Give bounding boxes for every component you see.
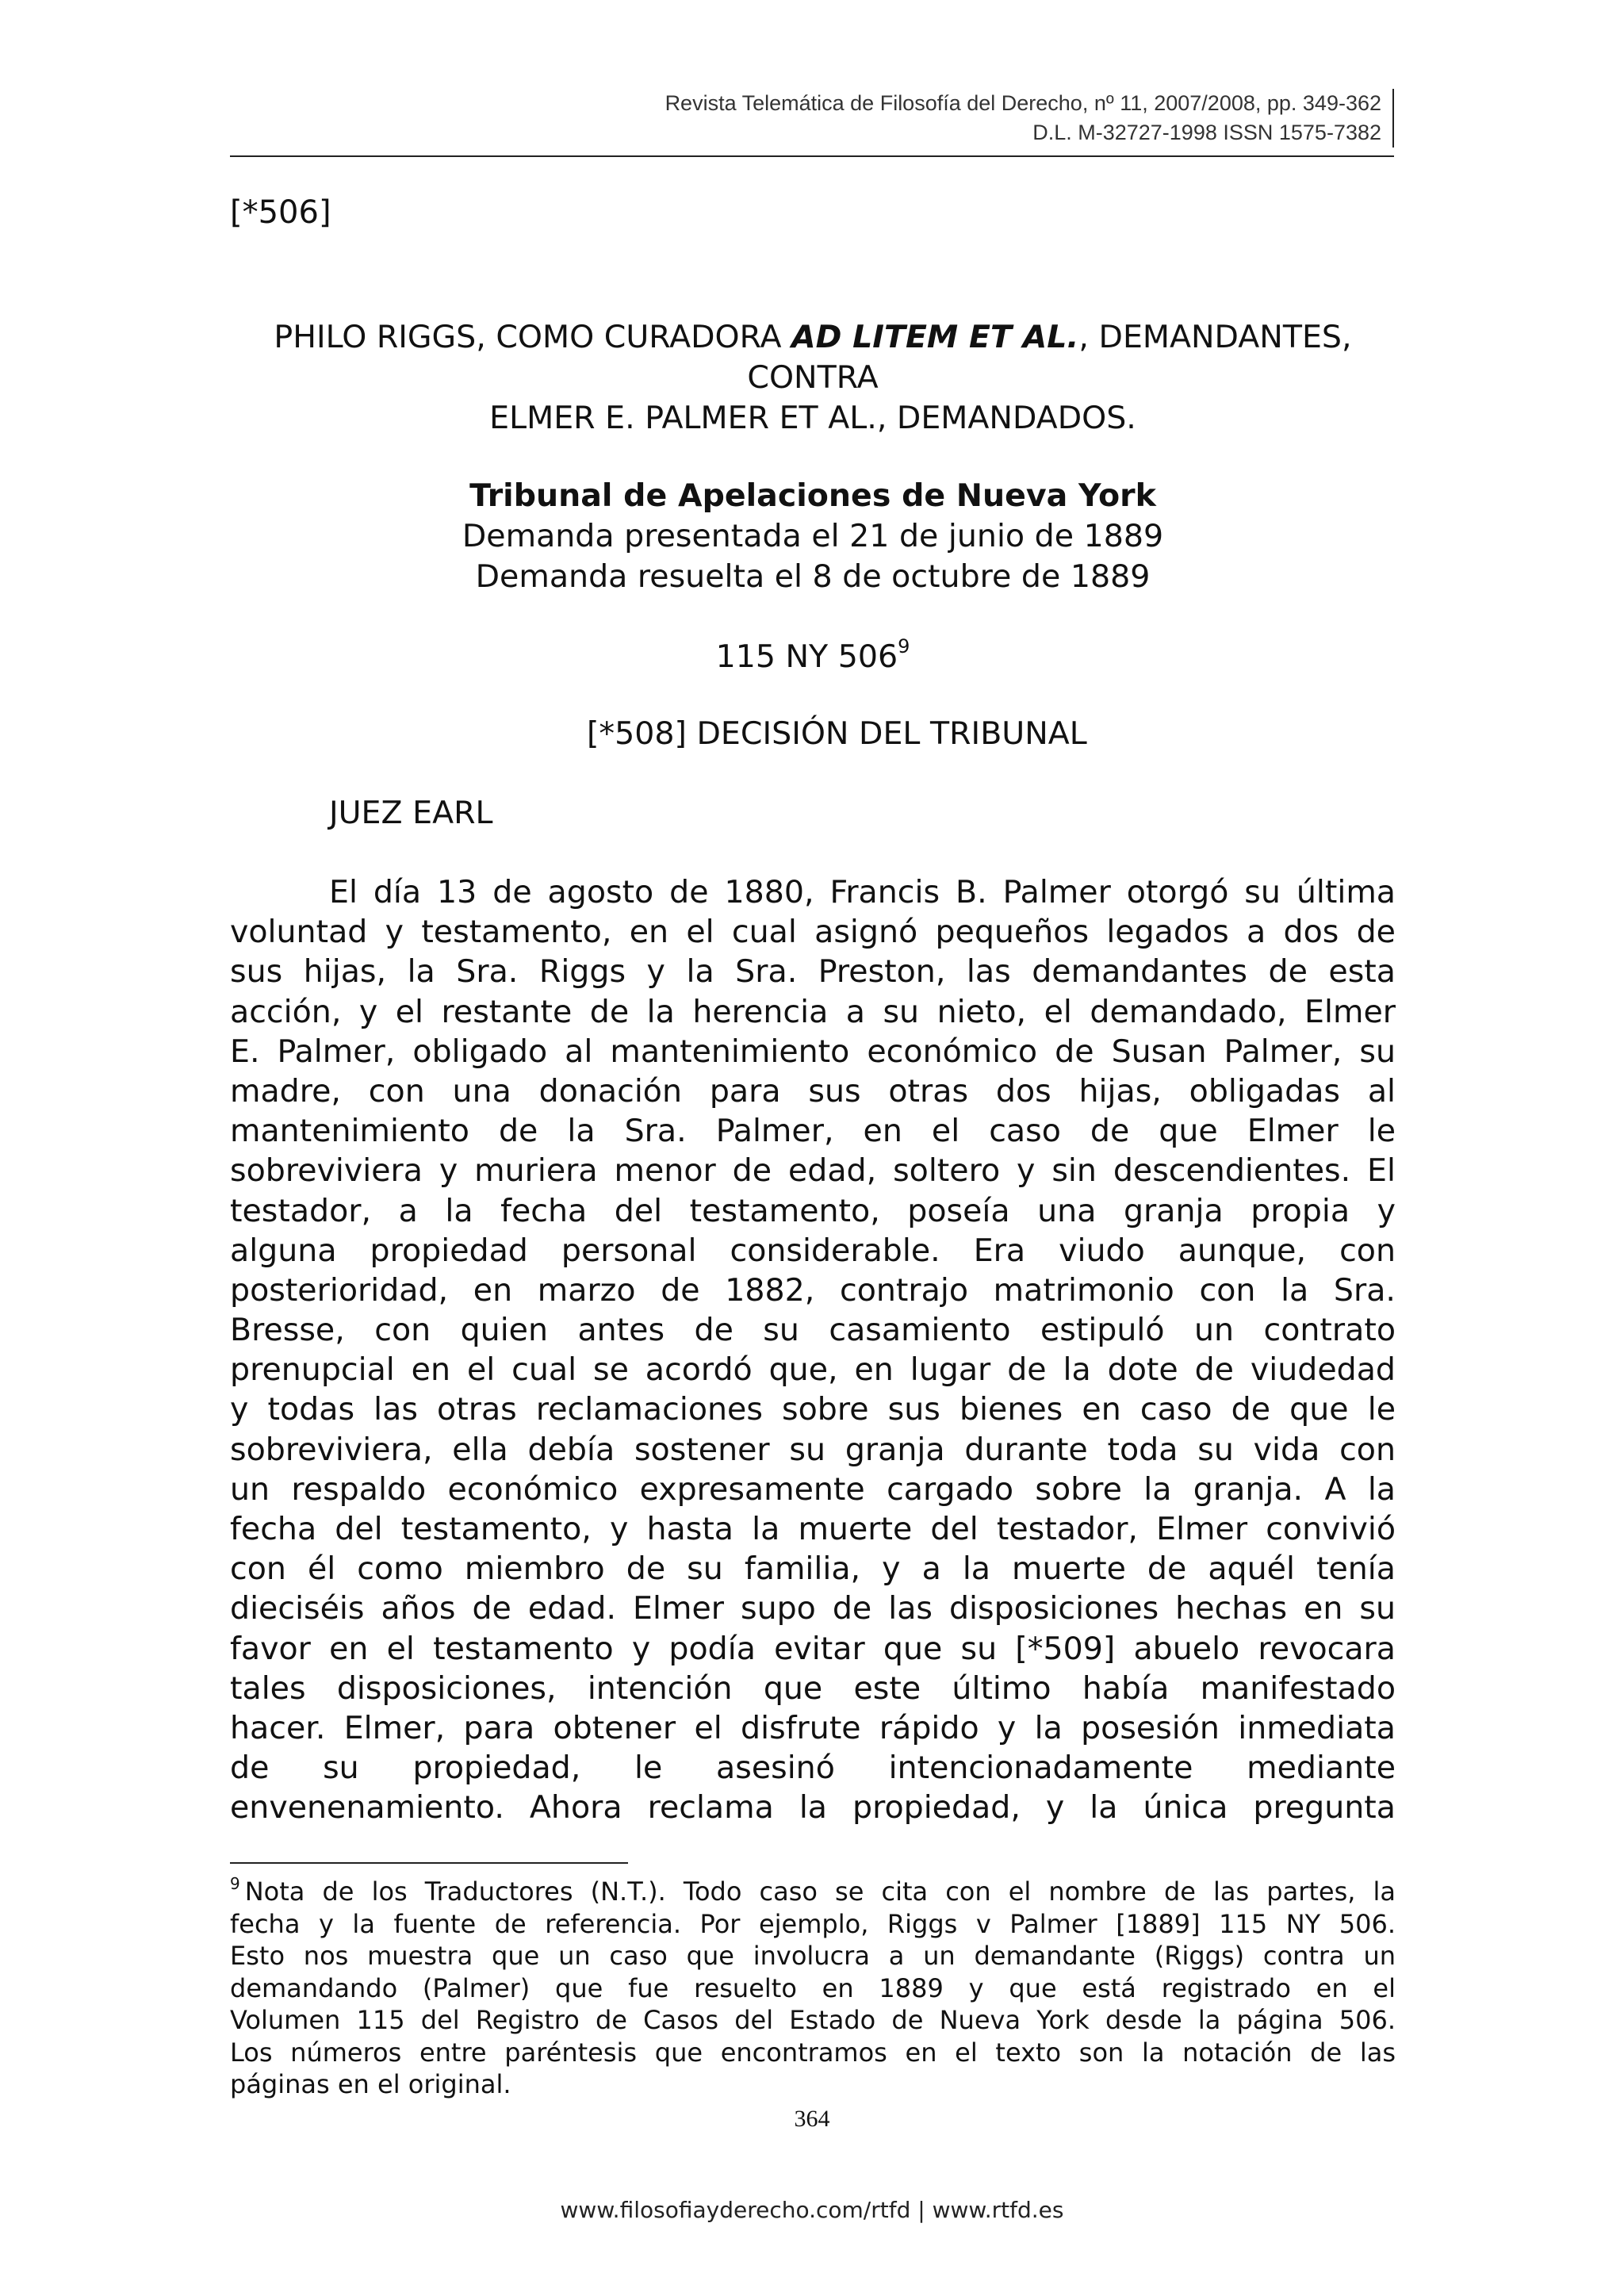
paragraph-line: El día 13 de agosto de 1880, Francis B. Palmer otorgó su última (329, 874, 1396, 910)
case-caption (230, 317, 1396, 439)
paragraph-line: posterioridad, en marzo de 1882, contrajo matrimonio con la Sra. (230, 1271, 1396, 1309)
court-name: Tribunal de Apelaciones de Nueva York (469, 477, 1156, 514)
paragraph-line: un respaldo económico expresamente cargado sobre la granja. A la (230, 1470, 1396, 1508)
paragraph-line: y todas las otras reclamaciones sobre sus bienes en caso de que le (230, 1391, 1396, 1428)
paragraph-line: con él como miembro de su familia, y a la muerte de aquél tenía (230, 1550, 1396, 1588)
footnote-line (230, 1876, 1396, 1908)
page-marker: [*506] (230, 194, 331, 231)
paragraph-line: alguna propiedad personal considerable. Era viudo aunque, con (230, 1232, 1396, 1269)
footnote-line: Volumen 115 del Registro de Casos del Estado de Nueva York desde la página 506. (230, 2005, 1396, 2035)
filed-date: Demanda presentada el 21 de junio de 1889 (462, 518, 1164, 554)
footnote-line: demandando (Palmer) que fue resuelto en 1889 y que está registrado en el (230, 1972, 1396, 2003)
paragraph-line: sus hijas, la Sra. Riggs y la Sra. Preston, las demandantes de esta (230, 953, 1396, 991)
paragraph-line: mantenimiento de la Sra. Palmer, en el caso de que Elmer le (230, 1113, 1396, 1150)
paragraph-line: madre, con una donación para sus otras dos hijas, obligadas al (230, 1072, 1396, 1110)
footnote-line: Esto nos muestra que un caso que involucra a un demandante (Riggs) contra un (230, 1941, 1396, 1971)
judge-name: JUEZ EARL (329, 795, 493, 831)
paragraph-line: fecha del testamento, y hasta la muerte del testador, Elmer convivió (230, 1511, 1396, 1547)
footnote-ref: 9 (898, 635, 910, 657)
caption-ad-litem: AD LITEM ET AL. (791, 319, 1079, 355)
footnote (230, 1876, 1396, 2101)
paragraph-line: tales disposiciones, intención que este último había manifestado (230, 1669, 1396, 1707)
running-header (255, 89, 1394, 148)
citation-text: 115 NY 506 (715, 638, 898, 675)
footer-url: www.filosofiayderecho.com/rtfd | www.rtfd.es (560, 2197, 1064, 2223)
paragraph-line: voluntad y testamento, en el cual asignó pequeños legados a dos de (230, 914, 1396, 951)
paragraph-line: envenenamiento. Ahora reclama la propiedad, y la única pregunta (230, 1789, 1396, 1826)
caption-plaintiff: PHILO RIGGS, COMO CURADORA (274, 319, 792, 355)
page-number: 364 (794, 2106, 830, 2132)
journal-citation: Revista Telemática de Filosofía del Derecho, nº 11, 2007/2008, pp. 349-362 (665, 91, 1381, 115)
paragraph-line: testador, a la fecha del testamento, poseía una granja propia y (230, 1192, 1396, 1229)
court-block (230, 476, 1396, 597)
paragraph-line: hacer. Elmer, para obtener el disfrute rápido y la posesión inmediata (230, 1709, 1396, 1746)
paragraph-line: E. Palmer, obligado al mantenimiento económico de Susan Palmer, su (230, 1033, 1396, 1070)
paragraph-line: acción, y el restante de la herencia a su nieto, el demandado, Elmer (230, 993, 1396, 1030)
decided-date: Demanda resuelta el 8 de octubre de 1889 (475, 558, 1151, 595)
footnote-line: fecha y la fuente de referencia. Por ejemplo, Riggs v Palmer [1889] 115 NY 506. (230, 1908, 1396, 1939)
paragraph-line: favor en el testamento y podía evitar que su [*509] abuelo revocara (230, 1630, 1396, 1667)
footnote-text: Nota de los Traductores (N.T.). Todo caso se cita con el nombre de las partes, la (244, 1876, 1396, 1907)
caption-line-2: CONTRA (747, 359, 879, 396)
opinion-paragraph (230, 872, 1396, 1828)
footnote-line: Los números entre paréntesis que encontramos en el texto son la notación de las (230, 2037, 1396, 2068)
paragraph-line: sobreviviera, ella debía sostener su granja durante toda su vida con (230, 1431, 1396, 1468)
header-rule (230, 155, 1394, 157)
footnote-number: 9 (230, 1874, 240, 1893)
decision-heading: [*508] DECISIÓN DEL TRIBUNAL (587, 715, 1087, 752)
paragraph-line: sobreviviera y muriera menor de edad, soltero y sin descendientes. El (230, 1152, 1396, 1190)
caption-plaintiffs-label: , DEMANDANTES, (1078, 319, 1352, 355)
paragraph-line: de su propiedad, le asesinó intencionadamente mediante (230, 1750, 1396, 1787)
caption-line-3: ELMER E. PALMER ET AL., DEMANDADOS. (489, 400, 1136, 436)
footnote-line: páginas en el original. (230, 2069, 511, 2099)
paragraph-line: Bresse, con quien antes de su casamiento estipuló un contrato (230, 1312, 1396, 1349)
footnote-rule (230, 1862, 628, 1864)
paragraph-line: prenupcial en el cual se acordó que, en lugar de la dote de viudedad (230, 1351, 1396, 1389)
legal-deposit: D.L. M-32727-1998 ISSN 1575-7382 (1032, 121, 1381, 144)
paragraph-line: dieciséis años de edad. Elmer supo de las disposiciones hechas en su (230, 1590, 1396, 1627)
caption-line-1 (230, 317, 1396, 358)
case-citation (230, 635, 1396, 675)
